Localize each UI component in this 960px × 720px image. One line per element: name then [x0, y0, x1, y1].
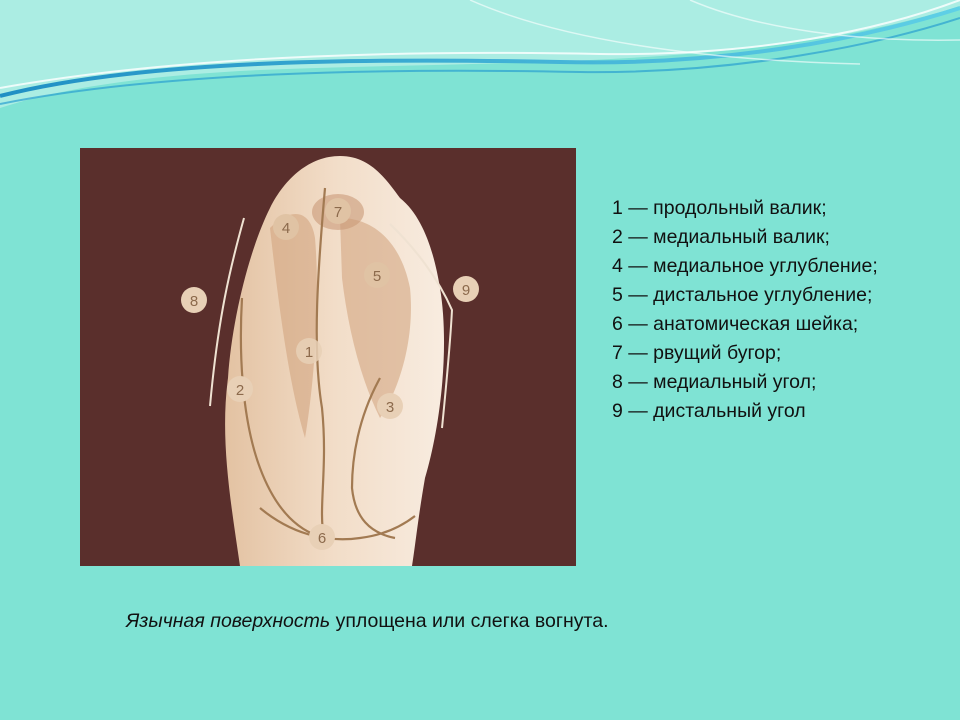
marker-label-3: 3 — [385, 399, 395, 416]
marker-7 — [325, 198, 351, 224]
marker-label-9: 9 — [461, 282, 471, 299]
marker-2 — [227, 376, 253, 402]
legend-item: 5 — дистальное углубление; — [612, 284, 873, 306]
marker-3 — [377, 393, 403, 419]
marker-6 — [309, 524, 335, 550]
marker-9 — [453, 276, 479, 302]
marker-label-7: 7 — [333, 204, 343, 221]
legend-item: 8 — медиальный угол; — [612, 371, 817, 393]
tooth-lingual-surface-figure — [80, 148, 576, 566]
marker-label-8: 8 — [189, 293, 199, 310]
marker-label-5: 5 — [372, 268, 382, 285]
marker-label-2: 2 — [235, 382, 245, 399]
legend-item: 7 — рвущий бугор; — [612, 342, 782, 364]
marker-1 — [296, 338, 322, 364]
legend-item: 6 — анатомическая шейка; — [612, 313, 859, 335]
legend-item: 9 — дистальный угол — [612, 400, 806, 422]
caption-text: уплощена или слегка вогнута. — [330, 610, 609, 632]
marker-4 — [273, 214, 299, 240]
figure-legend — [612, 194, 952, 426]
caption-emphasis: Язычная поверхность — [126, 610, 331, 632]
marker-8 — [181, 287, 207, 313]
marker-label-4: 4 — [281, 220, 291, 237]
legend-item: 4 — медиальное углубление; — [612, 255, 878, 277]
marker-label-6: 6 — [317, 530, 327, 547]
decorative-wave-band — [0, 0, 960, 130]
legend-item: 2 — медиальный валик; — [612, 226, 830, 248]
marker-5 — [364, 262, 390, 288]
legend-item: 1 — продольный валик; — [612, 197, 827, 219]
slide-caption — [126, 610, 609, 633]
marker-label-1: 1 — [304, 344, 314, 361]
